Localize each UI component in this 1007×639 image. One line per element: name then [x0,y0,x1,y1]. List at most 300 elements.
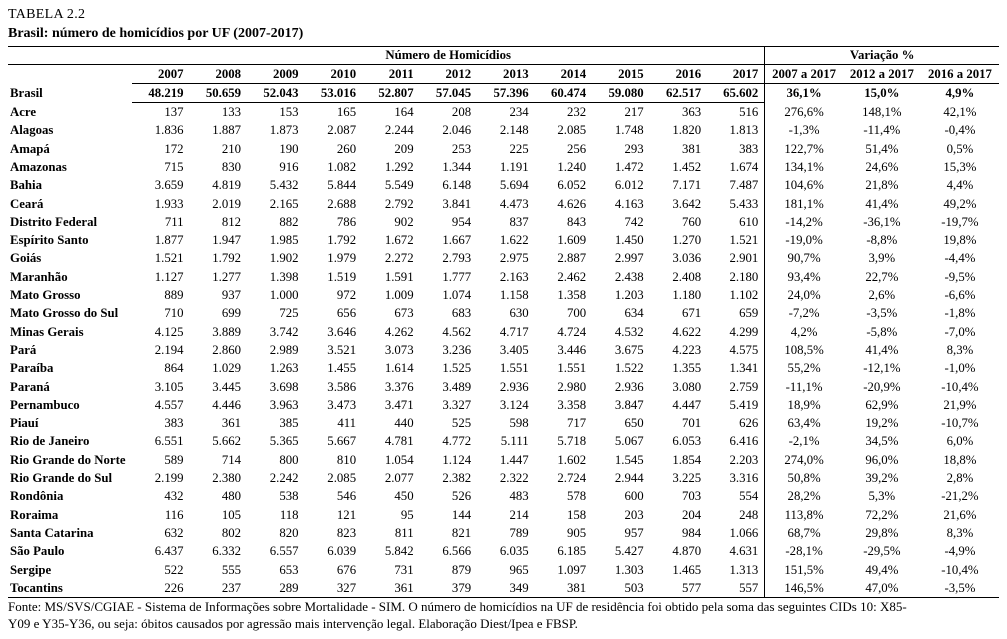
homicide-count-cell: 1.979 [327,251,357,266]
variation-cell: 0,5% [946,141,974,156]
table-row [8,506,999,524]
homicide-count-cell: 1.902 [269,251,299,266]
homicide-count-cell: 1.887 [212,123,242,138]
homicide-count-cell: 671 [681,306,702,321]
homicide-count-cell: 5.067 [614,434,644,449]
homicide-count-cell: 4.575 [729,342,759,357]
homicide-count-cell: 327 [336,580,357,595]
variation-cell: -3,5% [866,306,898,321]
variation-column-header: 2016 a 2017 [921,64,999,83]
homicide-count-cell: 2.382 [442,471,472,486]
homicide-count-cell: 383 [739,141,759,156]
homicide-count-cell: 5.549 [384,178,414,193]
homicide-count-cell: 2.944 [614,471,644,486]
homicide-count-cell: 902 [394,214,414,229]
homicide-count-cell: 383 [164,416,184,431]
homicide-count-cell: 715 [164,159,184,174]
variation-cell: 104,6% [765,176,843,194]
variation-column-header: 2012 a 2017 [843,64,921,83]
homicide-count-cell: 248 [739,507,759,522]
homicide-count-cell: 4.819 [212,178,242,193]
homicide-count-cell: 3.675 [614,342,644,357]
homicide-count-cell: 1.551 [499,361,529,376]
uf-label: Espírito Santo [10,233,89,248]
homicide-count-cell: 578 [566,489,587,504]
homicide-count-cell: 4.447 [672,397,702,412]
homicide-count-cell: 2.180 [729,269,759,284]
variation-cell: 47,0% [865,580,899,595]
homicide-count-cell: 2.322 [499,471,529,486]
homicide-count-cell: 2.792 [384,196,414,211]
homicide-count-cell: 802 [221,525,242,540]
homicide-count-cell: 363 [681,105,702,120]
uf-label: Acre [10,104,37,119]
homicide-count-cell: 503 [624,580,644,595]
homicide-count-cell: 1.521 [154,251,184,266]
variation-cell: 42,1% [943,104,977,119]
variation-cell: 41,4% [865,342,899,357]
homicide-count-cell: 1.180 [672,288,702,303]
homicide-count-cell: 2.085 [327,471,357,486]
homicide-count-cell: 1.191 [499,159,529,174]
homicide-count-cell: 2.936 [499,379,529,394]
source-note [8,599,1003,632]
homicide-count-cell: 789 [509,525,529,540]
homicide-count-cell: 4.631 [729,544,759,559]
table-row [8,121,999,139]
homicide-count-cell: 480 [221,489,242,504]
homicide-count-cell: 1.398 [269,269,299,284]
table-row [8,396,999,414]
homicide-count-cell: 3.445 [212,379,242,394]
variation-cell: 15,0% [864,86,900,101]
uf-label: Bahia [10,178,43,193]
homicide-count-cell: 2.019 [212,196,242,211]
homicide-count-cell: 1.450 [614,233,644,248]
variation-cell: 15,3% [943,159,977,174]
empty-corner-cell [8,47,132,65]
homicide-count-cell: 830 [221,159,242,174]
homicide-count-cell: 7.171 [672,178,702,193]
homicide-count-cell: 522 [164,562,184,577]
homicide-count-cell: 4.772 [442,434,472,449]
homicide-count-cell: 5.662 [212,434,242,449]
homicide-count-cell: 210 [221,141,242,156]
year-column-header: 2010 [305,64,363,83]
table-row [8,195,999,213]
homicide-count-cell: 632 [164,525,184,540]
homicide-count-cell: 6.053 [672,434,702,449]
homicide-count-cell: 2.165 [269,196,299,211]
homicide-count-cell: 1.097 [557,562,587,577]
homicide-count-cell: 3.036 [672,251,702,266]
variation-cell: 4,2% [765,323,843,341]
homicide-count-cell: 1.000 [269,288,299,303]
table-row [8,249,999,267]
homicide-count-cell: 3.489 [442,379,472,394]
homicide-count-cell: 1.521 [729,233,759,248]
uf-label: São Paulo [10,544,65,559]
homicide-count-cell: 600 [624,489,644,504]
homicides-by-uf-table [8,46,999,598]
homicide-count-cell: 289 [279,580,299,595]
homicide-count-cell: 821 [451,525,472,540]
year-column-header: 2009 [247,64,305,83]
homicide-count-cell: 3.473 [327,397,357,412]
homicide-count-cell: 1.452 [672,159,702,174]
variation-cell: -3,5% [944,580,976,595]
homicide-count-cell: 1.292 [384,159,414,174]
homicide-count-cell: 1.054 [384,452,414,467]
homicide-count-cell: 4.163 [614,196,644,211]
homicide-count-cell: 1.029 [212,361,242,376]
homicide-count-cell: 1.124 [442,452,472,467]
homicide-count-cell: 703 [681,489,702,504]
homicide-count-cell: 2.087 [327,123,357,138]
uf-label: Goiás [10,251,42,266]
homicide-count-cell: 760 [681,214,702,229]
variation-cell: 113,8% [765,506,843,524]
variation-cell: 5,3% [868,489,896,504]
homicide-count-cell: 153 [279,105,299,120]
homicide-count-cell: 217 [624,105,644,120]
homicide-count-cell: 118 [279,507,299,522]
homicide-count-cell: 48.219 [132,83,190,102]
variation-cell: -10,4% [941,562,979,577]
homicide-count-cell: 440 [394,416,414,431]
homicide-count-cell: 2.759 [729,379,759,394]
variation-cell: 4,9% [945,86,975,101]
homicide-count-cell: 4.262 [384,324,414,339]
homicide-count-cell: 209 [394,141,414,156]
homicide-count-cell: 1.985 [269,233,299,248]
variation-cell: -5,8% [866,324,898,339]
table-title: Brasil: número de homicídios por UF (2007-2017) [8,26,304,41]
homicide-count-cell: 6.416 [729,434,759,449]
group-header-homicides: Número de Homicídios [132,47,765,65]
variation-cell: 276,6% [765,103,843,122]
variation-cell: 19,2% [865,416,899,431]
homicide-count-cell: 823 [336,525,357,540]
variation-cell: -9,5% [944,269,976,284]
homicide-count-cell: 5.667 [327,434,357,449]
table-row [8,359,999,377]
homicide-count-cell: 361 [394,580,414,595]
homicide-count-cell: 1.614 [384,361,414,376]
homicide-count-cell: 3.586 [327,379,357,394]
variation-cell: -6,6% [944,288,976,303]
variation-cell: -20,9% [863,379,901,394]
uf-label: Brasil [10,85,43,100]
homicide-count-cell: 2.989 [269,342,299,357]
table-row [8,323,999,341]
homicide-count-cell: 683 [451,306,472,321]
variation-cell: -21,2% [941,489,979,504]
homicide-count-cell: 225 [509,141,529,156]
homicide-count-cell: 2.163 [499,269,529,284]
homicide-count-cell: 6.551 [154,434,184,449]
table-row [8,286,999,304]
uf-label: Rio Grande do Sul [10,471,113,486]
homicide-count-cell: 1.270 [672,233,702,248]
homicide-count-cell: 2.242 [269,471,299,486]
variation-cell: -7,0% [944,324,976,339]
homicide-count-cell: 2.724 [557,471,587,486]
variation-cell: -8,8% [866,233,898,248]
uf-label: Sergipe [10,562,52,577]
homicide-count-cell: 3.316 [729,471,759,486]
homicide-count-cell: 1.591 [384,269,414,284]
variation-cell: -12,1% [863,361,901,376]
homicide-count-cell: 1.748 [614,123,644,138]
variation-cell: -1,0% [944,361,976,376]
homicide-count-cell: 1.158 [499,288,529,303]
table-row [8,451,999,469]
homicide-count-cell: 557 [739,580,759,595]
variation-cell: 134,1% [765,158,843,176]
homicide-count-cell: 4.557 [154,397,184,412]
variation-cell: 21,6% [943,507,977,522]
homicide-count-cell: 95 [400,507,414,522]
homicide-count-cell: 2.860 [212,342,242,357]
variation-cell: 21,8% [865,178,899,193]
homicide-count-cell: 3.889 [212,324,242,339]
variation-cell: 108,5% [765,341,843,359]
homicide-count-cell: 879 [451,562,472,577]
homicide-count-cell: 731 [394,562,414,577]
homicide-count-cell: 121 [336,507,357,522]
homicide-count-cell: 653 [279,562,299,577]
homicide-count-cell: 4.870 [672,544,702,559]
uf-label: Pernambuco [10,397,80,412]
homicide-count-cell: 526 [451,489,472,504]
variation-cell: -1,3% [765,121,843,139]
uf-label: Mato Grosso do Sul [10,306,119,321]
homicide-count-cell: 3.742 [269,324,299,339]
homicide-count-cell: 2.046 [442,123,472,138]
table-row [8,469,999,487]
homicide-count-cell: 158 [566,507,587,522]
variation-cell: 3,9% [868,251,896,266]
homicide-count-cell: 260 [336,141,357,156]
homicide-count-cell: 3.327 [442,397,472,412]
homicide-count-cell: 2.199 [154,471,184,486]
homicide-count-cell: 116 [164,507,184,522]
homicide-count-cell: 1.066 [729,525,759,540]
homicide-count-cell: 820 [279,525,299,540]
homicide-count-cell: 2.438 [614,269,644,284]
homicide-count-cell: 717 [566,416,587,431]
table-row [8,213,999,231]
homicide-count-cell: 3.471 [384,397,414,412]
uf-label: Maranhão [10,269,68,284]
homicide-count-cell: 2.462 [557,269,587,284]
homicide-count-cell: 4.125 [154,324,184,339]
homicide-count-cell: 4.473 [499,196,529,211]
homicide-count-cell: 3.521 [327,342,357,357]
uf-label: Paraná [10,379,50,394]
homicide-count-cell: 3.358 [557,397,587,412]
uf-label: Tocantins [10,580,63,595]
homicide-count-cell: 133 [221,105,242,120]
variation-cell: 22,7% [865,269,899,284]
table-row [8,304,999,322]
homicide-count-cell: 5.694 [499,178,529,193]
variation-cell: -36,1% [863,214,901,229]
homicide-count-cell: 381 [566,580,587,595]
variation-cell: -28,1% [765,542,843,560]
variation-cell: -10,4% [941,379,979,394]
homicide-count-cell: 5.433 [729,196,759,211]
homicide-count-cell: 916 [279,159,299,174]
variation-cell: 181,1% [765,195,843,213]
homicide-count-cell: 5.718 [557,434,587,449]
homicide-count-cell: 3.646 [327,324,357,339]
homicide-count-cell: 2.793 [442,251,472,266]
variation-cell: 55,2% [765,359,843,377]
homicide-count-cell: 905 [566,525,587,540]
homicide-count-cell: 889 [164,288,184,303]
uf-label: Minas Gerais [10,324,84,339]
table-row [8,432,999,450]
homicide-count-cell: 1.602 [557,452,587,467]
uf-label: Paraíba [10,361,54,376]
homicide-count-cell: 52.043 [247,83,305,102]
homicide-count-cell: 554 [739,489,759,504]
homicide-count-cell: 800 [279,452,299,467]
homicide-count-cell: 6.437 [154,544,184,559]
homicide-count-cell: 6.052 [557,178,587,193]
homicide-count-cell: 1.854 [672,452,702,467]
variation-cell: 2,8% [946,471,974,486]
homicide-count-cell: 1.358 [557,288,587,303]
homicide-count-cell: 538 [279,489,299,504]
homicide-count-cell: 2.887 [557,251,587,266]
variation-cell: -14,2% [765,213,843,231]
year-column-header: 2007 [132,64,190,83]
homicide-count-cell: 190 [279,141,299,156]
homicide-count-cell: 57.045 [420,83,478,102]
homicide-count-cell: 1.836 [154,123,184,138]
homicide-count-cell: 3.841 [442,196,472,211]
homicide-count-cell: 226 [164,580,184,595]
homicide-count-cell: 204 [681,507,702,522]
homicide-count-cell: 742 [624,214,644,229]
uf-label: Roraima [10,507,59,522]
variation-cell: -4,4% [944,251,976,266]
homicide-count-cell: 234 [509,105,529,120]
homicide-count-cell: 2.203 [729,452,759,467]
homicide-count-cell: 256 [566,141,587,156]
table-row [8,231,999,249]
homicide-count-cell: 2.194 [154,342,184,357]
homicide-count-cell: 450 [394,489,414,504]
homicide-count-cell: 1.792 [327,233,357,248]
year-column-header: 2008 [190,64,248,83]
variation-cell: -11,1% [765,378,843,396]
variation-cell: 24,0% [765,286,843,304]
homicide-count-cell: 6.185 [557,544,587,559]
variation-cell: -2,1% [765,432,843,450]
table-row [8,378,999,396]
homicide-count-cell: 4.299 [729,324,759,339]
uf-label: Rondônia [10,489,64,504]
homicide-count-cell: 984 [681,525,702,540]
variation-cell: 96,0% [865,452,899,467]
variation-cell: 122,7% [765,140,843,158]
group-header-variation: Variação % [765,47,999,65]
homicide-count-cell: 3.080 [672,379,702,394]
homicide-count-cell: 1.672 [384,233,414,248]
homicide-count-cell: 714 [221,452,242,467]
homicide-count-cell: 1.813 [729,123,759,138]
variation-cell: 51,4% [865,141,899,156]
homicide-count-cell: 701 [681,416,702,431]
uf-label: Ceará [10,196,44,211]
homicide-count-cell: 1.777 [442,269,472,284]
homicide-count-cell: 208 [451,105,472,120]
homicide-count-cell: 232 [566,105,587,120]
homicide-count-cell: 105 [221,507,242,522]
homicide-count-cell: 634 [624,306,644,321]
table-row [8,268,999,286]
homicide-count-cell: 6.566 [442,544,472,559]
variation-cell: 274,0% [765,451,843,469]
uf-label: Rio de Janeiro [10,434,90,449]
homicide-count-cell: 6.039 [327,544,357,559]
homicide-count-cell: 144 [451,507,472,522]
homicide-count-cell: 3.642 [672,196,702,211]
homicide-count-cell: 1.545 [614,452,644,467]
homicide-count-cell: 5.842 [384,544,414,559]
homicide-count-cell: 5.419 [729,397,759,412]
homicide-count-cell: 837 [509,214,529,229]
year-column-header: 2011 [362,64,420,83]
table-row [8,579,999,598]
variation-cell: 50,8% [765,469,843,487]
variation-cell: 18,8% [943,452,977,467]
homicide-count-cell: 3.405 [499,342,529,357]
variation-cell: 151,5% [765,561,843,579]
homicide-count-cell: 699 [221,306,242,321]
variation-cell: -1,8% [944,306,976,321]
group-header-row [8,47,999,65]
homicide-count-cell: 293 [624,141,644,156]
homicide-count-cell: 1.522 [614,361,644,376]
uf-label: Amapá [10,141,50,156]
variation-cell: 2,6% [868,288,896,303]
homicide-count-cell: 349 [509,580,529,595]
homicide-count-cell: 3.847 [614,397,644,412]
homicide-count-cell: 1.674 [729,159,759,174]
variation-cell: 19,8% [943,233,977,248]
homicide-count-cell: 525 [451,416,472,431]
homicide-count-cell: 1.341 [729,361,759,376]
table-row [8,561,999,579]
homicide-count-cell: 589 [164,452,184,467]
variation-cell: 28,2% [765,487,843,505]
table-row [8,140,999,158]
homicide-count-cell: 972 [336,288,357,303]
total-row-brasil [8,83,999,102]
homicide-count-cell: 203 [624,507,644,522]
homicide-count-cell: 2.901 [729,251,759,266]
year-column-header: 2017 [707,64,765,83]
homicide-count-cell: 379 [451,580,472,595]
uf-label: Rio Grande do Norte [10,452,126,467]
homicide-count-cell: 626 [739,416,759,431]
homicide-count-cell: 5.844 [327,178,357,193]
